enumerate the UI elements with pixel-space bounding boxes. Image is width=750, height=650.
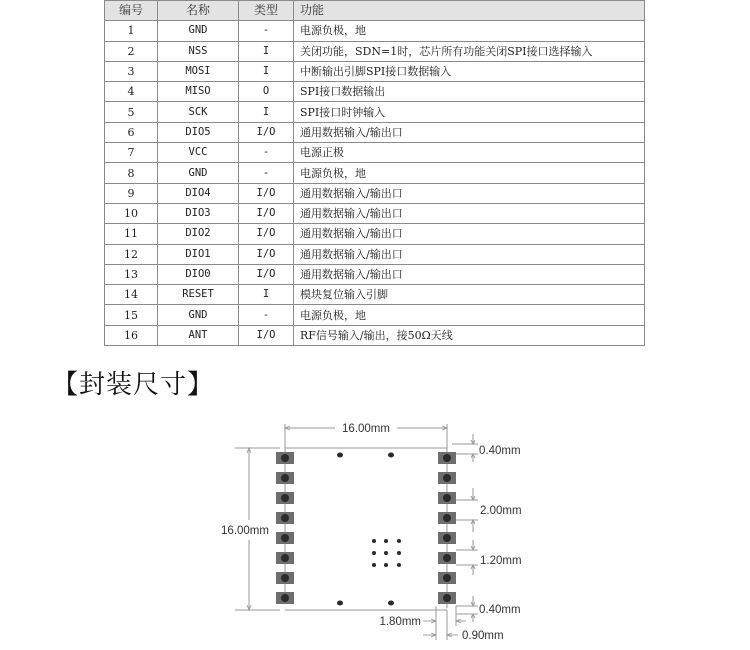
table-row [105, 41, 645, 61]
pin-function: 通用数据输入/输出口 [294, 244, 645, 264]
pin-function: 通用数据输入/输出口 [294, 183, 645, 203]
pin-name: VCC [158, 143, 239, 163]
table-row [105, 102, 645, 122]
pin-function: 通用数据输入/输出口 [294, 264, 645, 284]
pin-function: 电源负极，地 [294, 305, 645, 325]
pin-number: 4 [105, 82, 158, 102]
pin-type: I/O [239, 183, 294, 203]
pin-function: 通用数据输入/输出口 [294, 122, 645, 142]
top-margin-label: 0.40mm [479, 445, 521, 457]
pin-type: I/O [239, 122, 294, 142]
pin-function: 电源负极，地 [294, 163, 645, 183]
pin-name: SCK [158, 102, 239, 122]
pin-function: 模块复位输入引脚 [294, 285, 645, 305]
pin-function: 通用数据输入/输出口 [294, 203, 645, 223]
header-name: 名称 [158, 1, 239, 21]
pin-number: 8 [105, 163, 158, 183]
pin-type: O [239, 82, 294, 102]
pin-name: DIO2 [158, 224, 239, 244]
pad-gap-label: 1.20mm [480, 555, 522, 567]
pin-type: I [239, 102, 294, 122]
pin-type: - [239, 305, 294, 325]
pin-type: - [239, 143, 294, 163]
pin-function: 电源负极，地 [294, 21, 645, 41]
pin-type: I/O [239, 203, 294, 223]
pin-name: GND [158, 21, 239, 41]
pad-length-label: 1.80mm [379, 616, 421, 628]
pin-definition-table [104, 0, 645, 346]
pin-name: MOSI [158, 61, 239, 81]
pin-function: SPI接口数据输出 [294, 82, 645, 102]
pin-name: DIO0 [158, 264, 239, 284]
pad-offset-label: 0.90mm [462, 630, 504, 642]
pin-name: GND [158, 305, 239, 325]
pin-number: 7 [105, 143, 158, 163]
pin-type: I [239, 285, 294, 305]
pin-number: 11 [105, 224, 158, 244]
pin-function: RF信号输入/输出，接50Ω天线 [294, 325, 645, 345]
header-function: 功能 [294, 1, 645, 21]
pin-name: MISO [158, 82, 239, 102]
header-type: 类型 [239, 1, 294, 21]
pin-type: - [239, 163, 294, 183]
package-dimensions-title: 【封装尺寸】 [52, 370, 215, 400]
pin-name: ANT [158, 325, 239, 345]
pin-number: 12 [105, 244, 158, 264]
pin-number: 9 [105, 183, 158, 203]
pin-type: I/O [239, 224, 294, 244]
pin-function: 通用数据输入/输出口 [294, 224, 645, 244]
pin-type: I [239, 61, 294, 81]
table-row [105, 305, 645, 325]
pitch-label: 2.00mm [480, 505, 522, 517]
table-row [105, 183, 645, 203]
bottom-margin-label: 0.40mm [479, 604, 521, 616]
pin-type: - [239, 21, 294, 41]
pin-name: NSS [158, 41, 239, 61]
table-row [105, 285, 645, 305]
pin-function: 电源正极 [294, 143, 645, 163]
pin-number: 13 [105, 264, 158, 284]
table-row [105, 325, 645, 345]
header-number: 编号 [105, 1, 158, 21]
pin-number: 16 [105, 325, 158, 345]
pin-function: SPI接口时钟输入 [294, 102, 645, 122]
table-row [105, 224, 645, 244]
pin-name: RESET [158, 285, 239, 305]
pin-type: I/O [239, 325, 294, 345]
table-header-row [105, 1, 645, 21]
pin-name: GND [158, 163, 239, 183]
table-row [105, 82, 645, 102]
pin-number: 3 [105, 61, 158, 81]
pin-name: DIO3 [158, 203, 239, 223]
table-row [105, 203, 645, 223]
width-label: 16.00mm [342, 423, 390, 435]
pin-number: 6 [105, 122, 158, 142]
pin-function: 中断输出引脚SPI接口数据输入 [294, 61, 645, 81]
pin-number: 5 [105, 102, 158, 122]
pin-number: 15 [105, 305, 158, 325]
pin-number: 2 [105, 41, 158, 61]
table-row [105, 264, 645, 284]
pin-type: I/O [239, 264, 294, 284]
pin-name: DIO1 [158, 244, 239, 264]
pin-number: 14 [105, 285, 158, 305]
table-row [105, 163, 645, 183]
package-dimension-diagram [220, 410, 540, 650]
pin-type: I [239, 41, 294, 61]
table-row [105, 143, 645, 163]
table-row [105, 21, 645, 41]
pin-type: I/O [239, 244, 294, 264]
table-row [105, 122, 645, 142]
height-label: 16.00mm [221, 525, 269, 537]
pin-function: 关闭功能，SDN=1时，芯片所有功能关闭SPI接口选择输入 [294, 41, 645, 61]
table-row [105, 61, 645, 81]
pin-number: 10 [105, 203, 158, 223]
table-row [105, 244, 645, 264]
pin-name: DIO5 [158, 122, 239, 142]
pin-number: 1 [105, 21, 158, 41]
pin-name: DIO4 [158, 183, 239, 203]
center-vias [337, 453, 401, 606]
